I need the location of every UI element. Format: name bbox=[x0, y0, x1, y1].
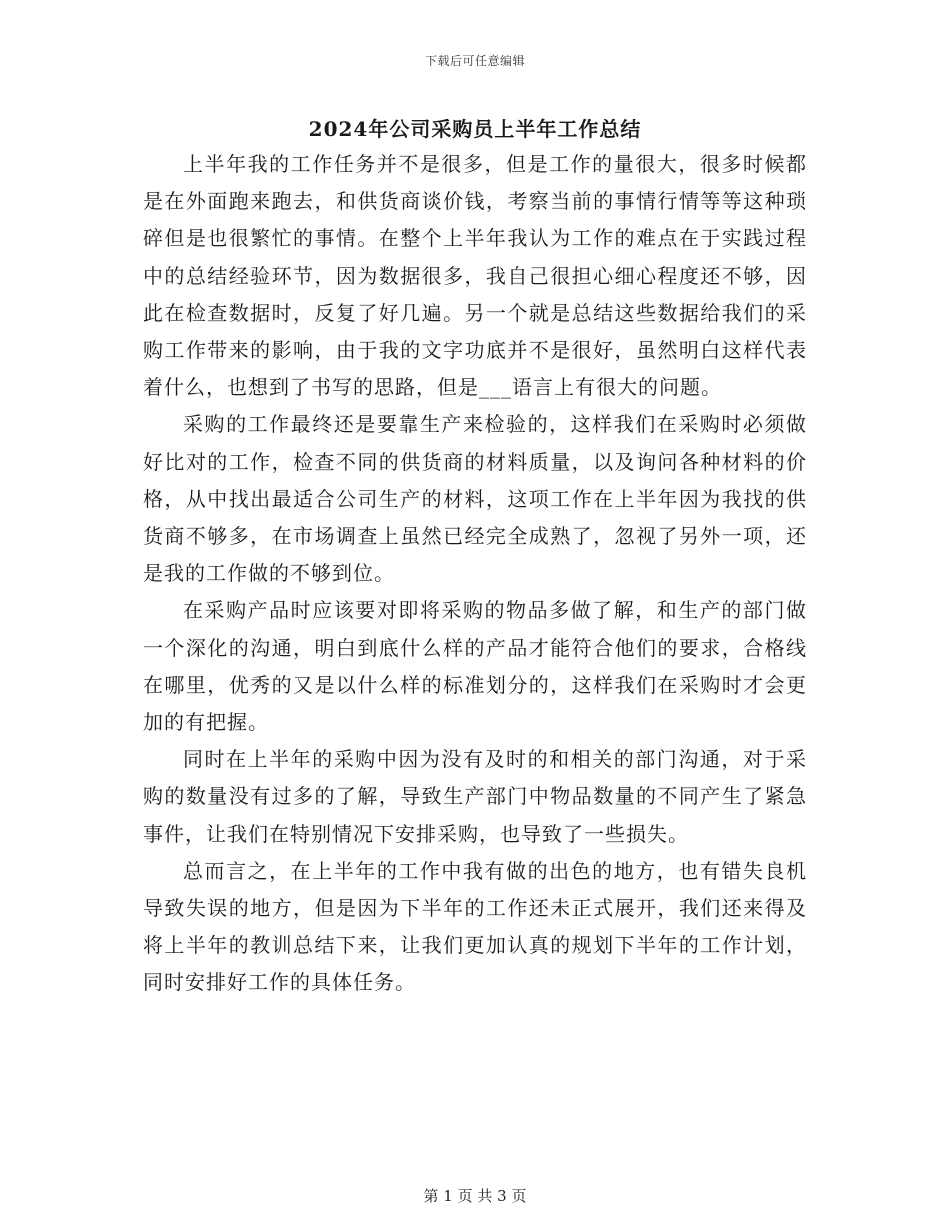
page-number: 第 1 页 共 3 页 bbox=[423, 1187, 527, 1205]
document-body bbox=[143, 146, 807, 1002]
paragraph: 在采购产品时应该要对即将采购的物品多做了解，和生产的部门做一个深化的沟通，明白到底什么样的产品才能符合他们的要求，合格线在哪里，优秀的又是以什么样的标准划分的，这样我们在采购时才会更加的有把握。 bbox=[143, 598, 807, 735]
document-title: 2024年公司采购员上半年工作总结 bbox=[308, 117, 642, 141]
paragraph: 总而言之，在上半年的工作中我有做的出色的地方，也有错失良机导致失误的地方，但是因为下半年的工作还未正式展开，我们还来得及将上半年的教训总结下来，让我们更加认真的规划下半年的工作计划，同时安排好工作的具体任务。 bbox=[143, 858, 807, 995]
paragraph: 上半年我的工作任务并不是很多，但是工作的量很大，很多时候都是在外面跑来跑去，和供货商谈价钱，考察当前的事情行情等等这种琐碎但是也很繁忙的事情。在整个上半年我认为工作的难点在于实践过程中的总结经验环节，因为数据很多，我自己很担心细心程度还不够，因此在检查数据时，反复了好几遍。另一个就是总结这些数据给我们的采购工作带来的影响，由于我的文字功底并不是很好，虽然明白这样代表着什么，也想到了书写的思路，但是___语言上有很大的问题。 bbox=[143, 152, 807, 400]
header-note: 下载后可任意编辑 bbox=[424, 54, 525, 68]
paragraph: 同时在上半年的采购中因为没有及时的和相关的部门沟通，对于采购的数量没有过多的了解，导致生产部门中物品数量的不同产生了紧急事件，让我们在特别情况下安排采购，也导致了一些损失。 bbox=[143, 747, 807, 846]
paragraph: 采购的工作最终还是要靠生产来检验的，这样我们在采购时必须做好比对的工作，检查不同的供货商的材料质量，以及询问各种材料的价格，从中找出最适合公司生产的材料，这项工作在上半年因为我找的供货商不够多，在市场调查上虽然已经完全成熟了，忽视了另外一项，还是我的工作做的不够到位。 bbox=[143, 412, 807, 586]
